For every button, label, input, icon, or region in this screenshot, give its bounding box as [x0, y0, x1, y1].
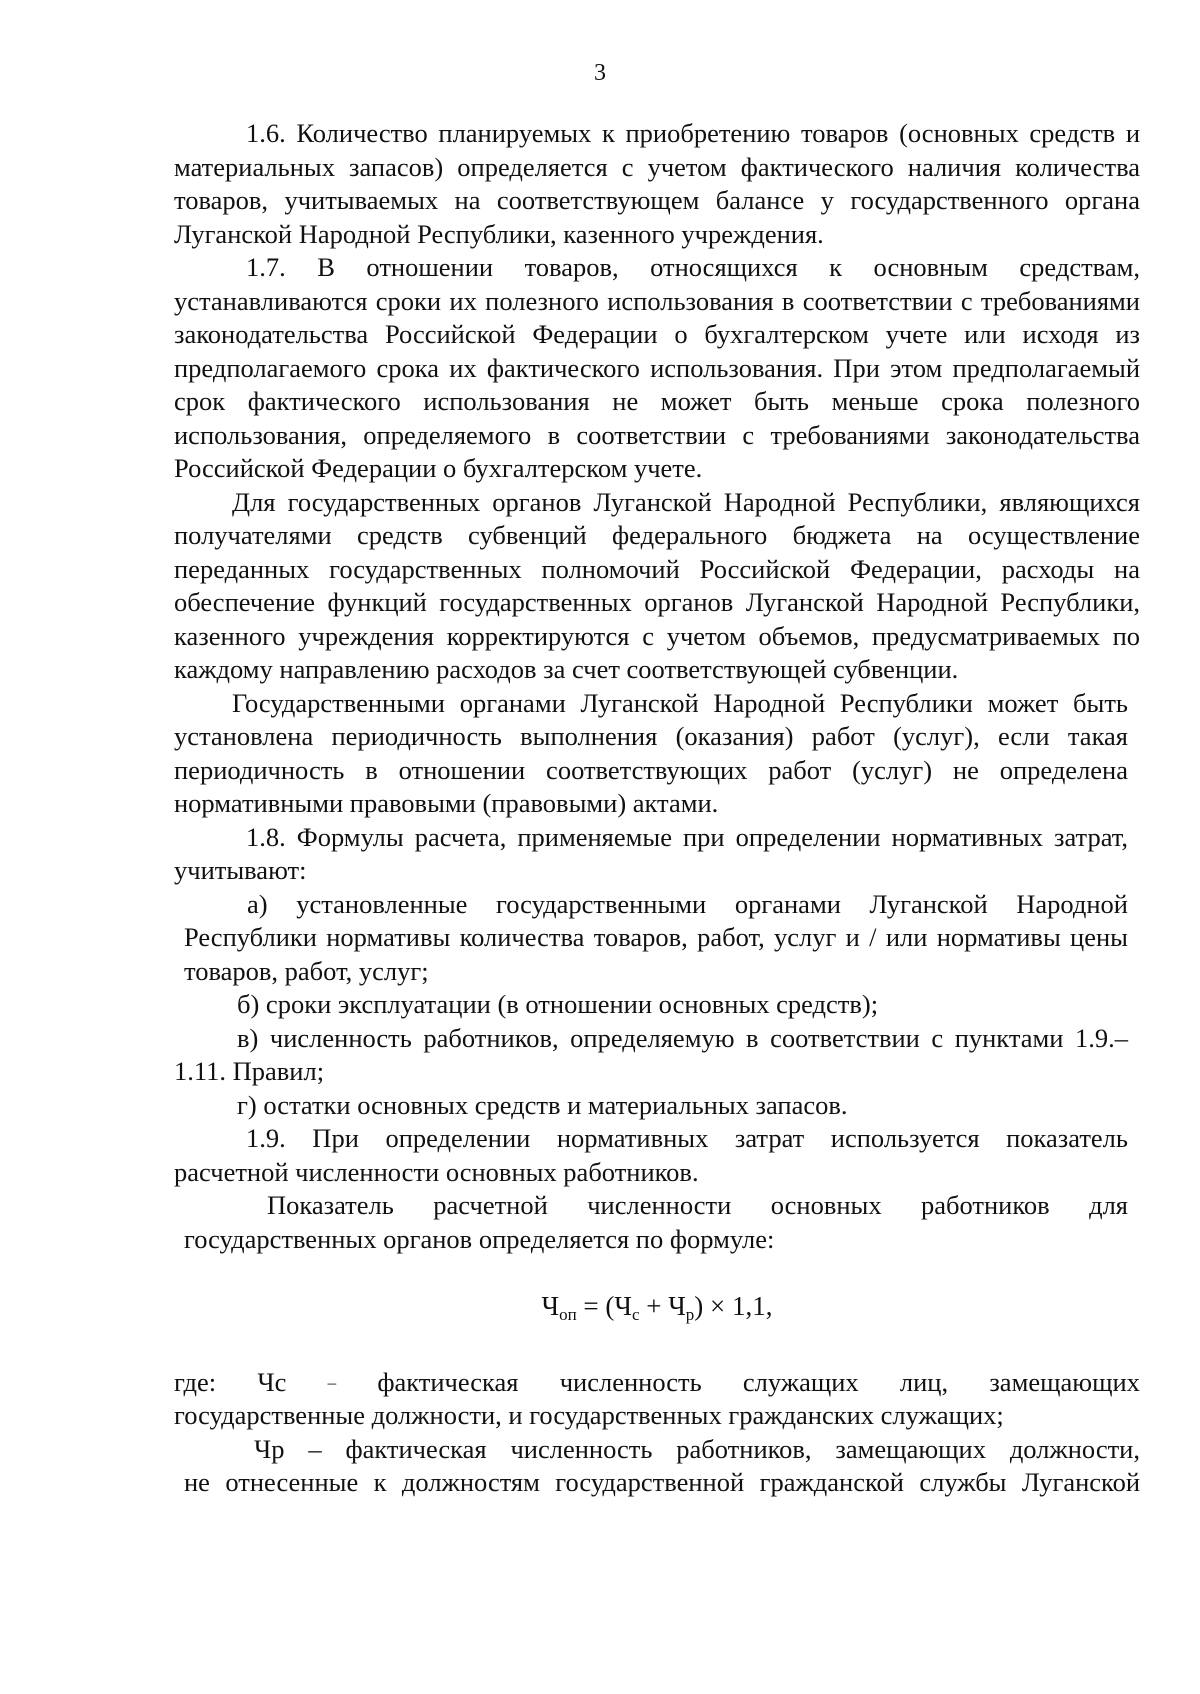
where-definition-line: где: Чс – фактическая численность служащих лиц, замещающих — [174, 1366, 1140, 1397]
chp-definition: Чр – фактическая численность работников, замещающих должности, — [254, 1433, 1140, 1464]
paragraph-1-9: 1.9. При определении нормативных затрат используется показатель расчетной численности основных работников. — [174, 1123, 1128, 1187]
formula: $Ч_{оп} = (Ч_с + Ч_р) \times 1,1$, — [541, 1291, 773, 1324]
list-item-g: г) остатки основных средств и материальных запасов. — [237, 1089, 848, 1120]
paragraph-1-7: 1.7. В отношении товаров, относящихся к основным средствам, устанавливаются сроки их полезного использования в соответствии с требованиями законодательства Российской Федерации о бухгалтерском учете или исходя из предполагаемого срока их фактического использования. При этом предполагаемый срок фактического использования не может быть меньше срока полезного использования, определяемого в соответствии с требованиями законодательства Российской Федерации о бухгалтерском учете. — [174, 252, 1140, 483]
page-number: 3 — [594, 60, 606, 86]
document-body — [174, 117, 1140, 1500]
list-item-v: в) численность работников, определяемую в соответствии с пунктами 1.9.–1.11. Правил; — [174, 1022, 1128, 1086]
paragraph-indicator: Показатель расчетной численности основных работников для государственных органов определяется по формуле: — [184, 1190, 1128, 1254]
paragraph-subventions: Для государственных органов Луганской Народной Республики, являющихся получателями средств субвенций федерального бюджета на осуществление переданных государственных полномочий Российской Федерации, расходы на обеспечение функций государственных органов Луганской Народной Республики, казенного учреждения корректируются с учетом объемов, предусматриваемых по каждому направлению расходов за счет соответствующей субвенции. — [174, 486, 1140, 684]
paragraph-1-6: 1.6. Количество планируемых к приобретению товаров (основных средств и материальных запасов) определяется с учетом фактического наличия количества товаров, учитываемых на соответствующем балансе у государственного органа Луганской Народной Республики, казенного учреждения. — [174, 118, 1140, 249]
where-definition-continuation: государственные должности, и государственных гражданских служащих; — [174, 1400, 1004, 1430]
paragraph-1-8: 1.8. Формулы расчета, применяемые при определении нормативных затрат, учитывают: — [174, 821, 1128, 885]
paragraph-periodicity: Государственными органами Луганской Народной Республики может быть установлена периодичность выполнения (оказания) работ (услуг), если такая периодичность в отношении соответствующих работ (услуг) не определена нормативными правовыми (правовыми) актами. — [174, 687, 1128, 818]
chp-definition-continuation: не отнесенные к должностям государственной гражданской службы Луганской — [184, 1467, 1140, 1497]
list-item-b: б) сроки эксплуатации (в отношении основных средств); — [237, 989, 879, 1019]
list-item-a: а) установленные государственными органами Луганской Народной Республики нормативы количества товаров, работ, услуг и / или нормативы цены товаров, работ, услуг; — [184, 888, 1128, 986]
